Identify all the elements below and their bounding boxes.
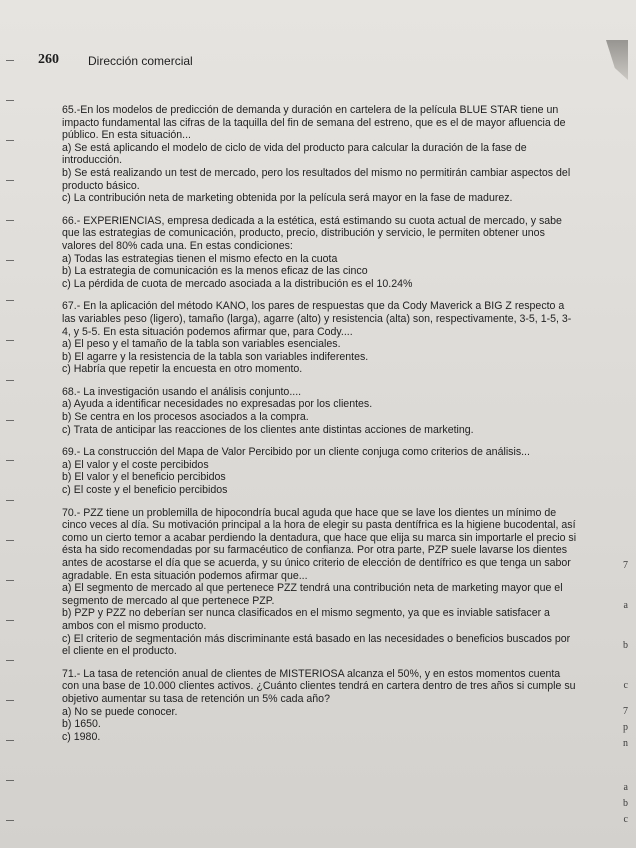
- answer-option: c) Trata de anticipar las reacciones de los clientes ante distintas acciones de marketing.: [62, 423, 474, 436]
- edge-fragment: a: [623, 782, 628, 793]
- question-66: [62, 215, 580, 291]
- answer-option: b) El valor y el beneficio percibidos: [62, 471, 226, 484]
- answer-option: b) Se está realizando un test de mercado, pero los resultados del mismo no permitirán cambiar aspectos del producto básico.: [62, 166, 571, 192]
- answer-option: a) No se puede conocer.: [62, 705, 178, 718]
- edge-fragment: c: [623, 814, 628, 825]
- answer-option: c) El criterio de segmentación más discriminante está basado en las necesidades o beneficios buscados por el cliente en el producto.: [62, 632, 571, 658]
- question-text: 71.- La tasa de retención anual de clientes de MISTERIOSA alcanza el 50%, y en estos momentos cuenta con una base de 10.000 clientes activos. ¿Cuánto clientes tendrá en cartera dentro de tres años si cumple su objetivo aumentar su tasa de retención un 5% cada año?: [62, 667, 576, 705]
- answer-option: a) El segmento de mercado al que pertenece PZZ tendrá una contribución neta de marketing mayor que el segmento de mercado al que pertenece PZP.: [62, 582, 563, 607]
- edge-fragment: a: [623, 600, 628, 611]
- question-67: [62, 300, 580, 376]
- answer-option: a) Se está aplicando el modelo de ciclo de vida del producto para calcular la duración de la fase de introducción.: [62, 141, 527, 167]
- question-text: 68.- La investigación usando el análisis conjunto....: [62, 385, 302, 398]
- page-curl: [606, 40, 628, 80]
- answer-option: b) 1650.: [62, 718, 101, 731]
- question-65: [62, 104, 580, 205]
- page-number: 260: [38, 52, 59, 67]
- edge-fragment: 7: [623, 706, 628, 717]
- answer-option: c) Habría que repetir la encuesta en otro momento.: [62, 363, 303, 376]
- answer-option: b) La estrategia de comunicación es la menos eficaz de las cinco: [62, 265, 368, 278]
- left-margin-ruling: [6, 40, 16, 840]
- question-68: [62, 386, 580, 436]
- edge-fragment: n: [623, 738, 628, 749]
- question-text: 66.- EXPERIENCIAS, empresa dedicada a la estética, está estimando su cuota actual de mercado, y sabe que las estrategias de comunicación, producto, precio, distribución y servicio, le permiten obtener unos valores del 80% cada una. En estas condiciones:: [62, 214, 562, 252]
- question-text: 65.-En los modelos de predicción de demanda y duración en cartelera de la película BLUE STAR tiene un impacto fundamental las cifras de la taquilla del fin de semana del estreno, que es el de mayor afluencia de público. En esta situación...: [62, 104, 566, 142]
- answer-option: c) La pérdida de cuota de mercado asociada a la distribución es el 10.24%: [62, 277, 413, 290]
- questions-content: [62, 104, 580, 753]
- edge-fragment: c: [623, 680, 628, 691]
- answer-option: b) PZP y PZZ no deberían ser nunca clasificados en el mismo segmento, ya que es inviable satisfacer a ambos con el mismo producto.: [62, 607, 550, 632]
- answer-option: a) Ayuda a identificar necesidades no expresadas por los clientes.: [62, 398, 373, 411]
- answer-option: c) La contribución neta de marketing obtenida por la película será mayor en la fase de madurez.: [62, 192, 513, 205]
- edge-fragment: b: [623, 798, 628, 809]
- edge-fragment: p: [623, 722, 628, 733]
- question-text: 67.- En la aplicación del método KANO, los pares de respuestas que da Cody Maverick a BIG Z respecto a las variables peso (ligero), tamaño (larga), agarre (alto) y resistencia (alta) son, respectivamente, 3-5, 1-5, 3-4, y 5-5. En esta situación podemos afirmar que, para Cody....: [62, 300, 572, 338]
- next-page-edge: [606, 40, 628, 840]
- running-head: Dirección comercial: [88, 54, 193, 68]
- question-text: 70.- PZZ tiene un problemilla de hipocondría bucal aguda que hace que se lave los dientes un mínimo de cinco veces al día. Su motivación principal a la hora de elegir su pasta dentífrica es la higiene bucodental, así como un cierto temor a acabar perdiendo la dentadura, que hace que elija su marca sin importarle el precio si ésta ha sido recomendadas por su farmacéutico de confianza. Por otra parte, PZP suele lavarse los dientes antes de acostarse el día que se acuerda, y su único criterio de elección de dentífrico es que tenga un sabor agradable. En esta situación podemos afirmar que...: [62, 506, 577, 582]
- answer-option: b) Se centra en los procesos asociados a la compra.: [62, 411, 309, 424]
- question-text: 69.- La construcción del Mapa de Valor Percibido por un cliente conjuga como criterios de análisis...: [62, 446, 530, 459]
- edge-fragment: b: [623, 640, 628, 651]
- answer-option: a) El valor y el coste percibidos: [62, 458, 209, 471]
- answer-option: b) El agarre y la resistencia de la tabla son variables indiferentes.: [62, 350, 369, 363]
- answer-option: a) El peso y el tamaño de la tabla son variables esenciales.: [62, 338, 341, 351]
- question-71: [62, 668, 580, 744]
- answer-option: c) El coste y el beneficio percibidos: [62, 484, 228, 497]
- page-header: [38, 52, 578, 72]
- question-70: [62, 507, 580, 658]
- answer-option: c) 1980.: [62, 730, 101, 743]
- answer-option: a) Todas las estrategias tienen el mismo efecto en la cuota: [62, 252, 338, 265]
- edge-fragment: 7: [623, 560, 628, 571]
- question-69: [62, 446, 580, 496]
